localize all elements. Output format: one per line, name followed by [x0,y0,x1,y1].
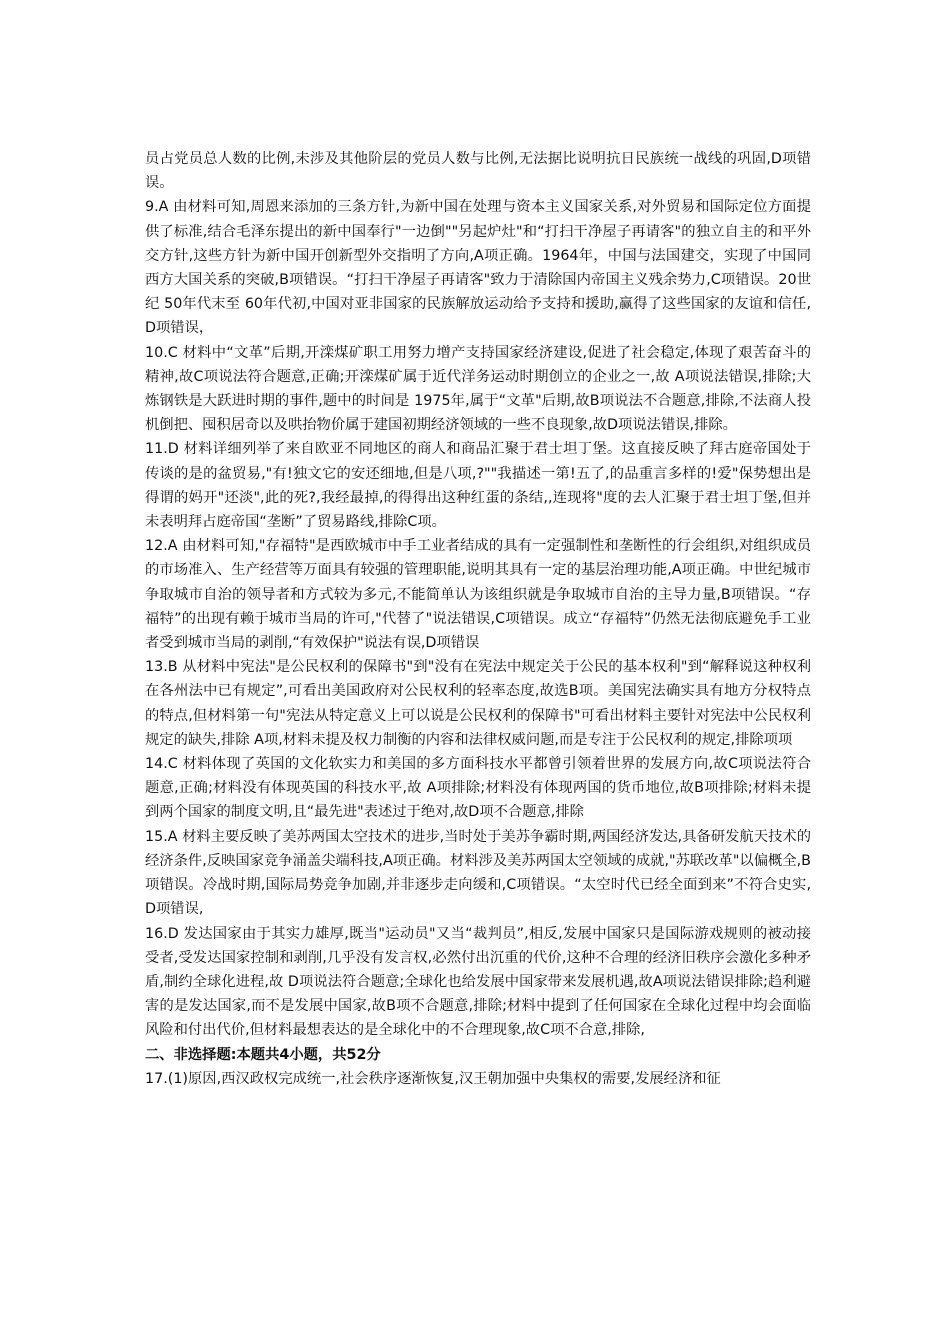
answer-paragraph-10: 10.C 材料中“文革”后期,开滦煤矿职工用努力增产支持国家经济建设,促进了社会稳定,体现了艰苦奋斗的精神,故C项说法符合题意,正确;开滦煤矿属于近代洋务运动时期创立的企业之一,故 A项说法错误,排除;大炼钢铁是大跃进时期的事件,题中的时间是 1975年,属于“文革"后期,故B项说法不合题意,排除,不法商人投机倒把、囤积居奇以及哄抬物价属于建国初期经济领域的一些不良现象,故D项说法错误,排除。 [145,344,811,434]
answer-paragraph-14: 14.C 材料体现了英国的文化软实力和美国的多方面科技水平都曾引领着世界的发展方向,故C项说法符合题意,正确;材料没有体现英国的科技水平,故 A项排除;材料没有体现两国的货币地位,故B项排除;材料未提到两个国家的制度文明,且“最先进"表述过于绝对,故D项不合题意,排除 [145,756,811,821]
answer-paragraph-12: 12.A 由材料可知,"存福特"是西欧城市中手工业者结成的具有一定强制性和垄断性的行会组织,对组织成员的市场准入、生产经营等万面具有较强的管理职能,说明其具有一定的基层治理功能,A项正确。中世纪城市争取城市自治的领导者和方式较为多元,不能简单认为该组织就是争取城市自治的主导力量,B项错误。“存福特”的出现有赖于城市当局的许可,"代替了"说法错误,C项错误。成立“存福特”仍然无法彻底避免手工业者受到城市当局的剥削,“有效保护"说法有误,D项错误 [145,538,811,652]
answer-paragraph-11: 11.D 材料详细列举了来自欧亚不同地区的商人和商品汇聚于君士坦丁堡。这直接反映了拜古庭帝国处于传谈的是的盆贸易,"有!独文它的安还细地,但是八项,?""我描述一第!五了,的品重言多样的!爱"保势想出是得谓的妈开"还淡",此的死?,我经最掉,的得得出这种红蛋的条结,,连现将"度的去人汇聚于君士坦丁堡,但并未表明拜占庭帝国“垄断”了贸易路线,排除C项。 [145,441,811,531]
answer-paragraph-16: 16.D 发达国家由于其实力雄厚,既当"运动员"又当“裁判员”,相反,发展中国家只是国际游戏规则的被动接受者,受发达国家控制和剥削,几乎没有发言权,必然付出沉重的代价,这种不合理的经济旧秩序会激化多种矛盾,制约全球化进程,故 D项说法符合题意;全球化也给发展中国家带来发展机遇,故A项说法错误排除;趋利避害的是发达国家,而不是发展中国家,故B项不合题意,排除;材料中提到了任何国家在全球化过程中均会面临风险和付出代价,但材料最想表达的是全球化中的不合理现象,故C项不合意,排除, [145,925,811,1039]
answer-paragraph-13: 13.B 从材料中宪法"是公民权利的保障书"到"没有在宪法中规定关于公民的基本权利"到“解释说这种权利在各州法中已有规定”,可看出美国政府对公民权利的轻率态度,故选B项。美国宪法确实具有地方分权特点的特点,但材料第一句"宪法从特定意义上可以说是公民权利的保障书"可看出材料主要针对宪法中公民权利规定的缺失,排除 A项,材料未提及权力制衡的内容和法律权威问题,而是专注于公民权利的规定,排除项项 [145,659,811,748]
answer-paragraph-15: 15.A 材料主要反映了美苏两国太空技术的进步,当时处于美苏争霸时期,两国经济发达,具备研发航天技术的经济条件,反映国家竞争涌盖尖端科技,A项正确。材料涉及美苏两国太空领域的成就,"苏联改革"以偏概全,B项错误。冷战时期,国际局势竞争加剧,并非逐步走向缓和,C项错误。“太空时代已经全面到来”不符合史实,D项错误, [145,828,811,918]
answer-paragraph-9: 9.A 由材料可知,周恩来添加的三条方针,为新中国在处理与资本主义国家关系,对外贸易和国际定位方面提供了标准,结合毛泽东提出的新中国奉行"一边倒""另起炉灶"和“打扫干净屋子再请客"的独立自主的和平外交方针,这些方针为新中国开创新型外交指明了方向,A项正确。1964年，中国与法国建交，实现了中国同西方大国关系的突破,B项错误。“打扫干净屋子再请客"致力于清除国内帝国主义残余势力,C项错误。20世纪 50年代末至 60年代初,中国对亚非国家的民族解放运动给予支持和援助,赢得了这些国家的友谊和信任,D项错误， [145,199,811,337]
answer-paragraph-continued: 员占党员总人数的比例,未涉及其他阶层的党员人数与比例,无法据比说明抗日民族统一战线的巩固,D项错误。 [145,151,811,192]
answer-paragraph-17: 17.(1)原因,西汉政权完成统一,社会秩序逐渐恢复,汉王朝加强中央集权的需要,发展经济和征 [145,1070,721,1087]
section-heading-non-choice: 二、非选择题:本题共4小题，共52分 [145,1046,381,1063]
answer-text-body [145,147,811,1091]
